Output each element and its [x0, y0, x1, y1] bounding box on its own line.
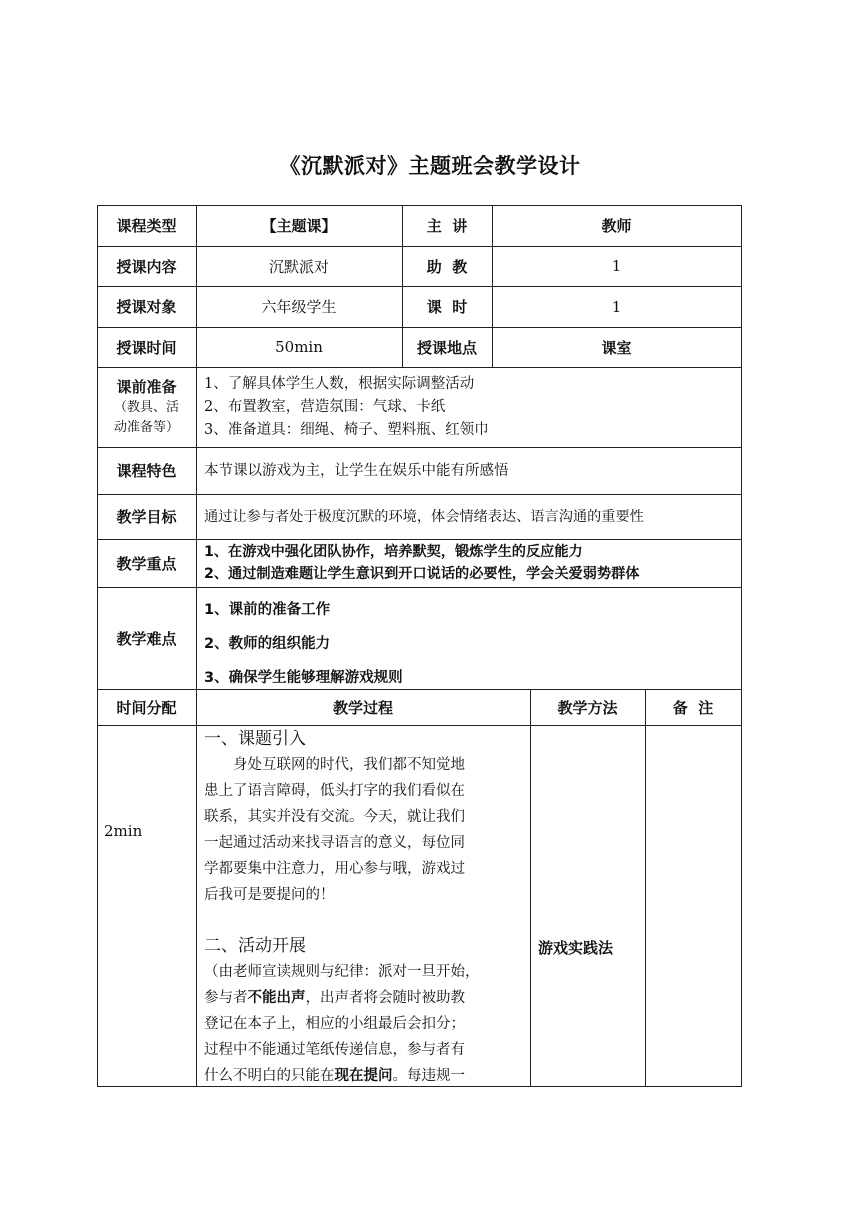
feature-value: 本节课以游戏为主，让学生在娱乐中能有所感悟	[204, 463, 509, 479]
hours-label: 课 时	[426, 298, 468, 316]
section1-title: 一、课题引入	[204, 729, 306, 749]
section2-line	[204, 985, 524, 1011]
hours-value: 1	[611, 297, 622, 316]
difficulty-item: 1、课前的准备工作	[204, 602, 331, 618]
time-label: 授课时间	[116, 338, 177, 357]
section1-line: 身处互联网的时代，我们都不知觉地	[233, 757, 465, 773]
section2-line	[204, 1063, 524, 1089]
emphasis-text: 现在提问	[334, 1068, 393, 1084]
section1-line: 联系，其实并没有交流。今天，就让我们	[204, 809, 465, 825]
difficulty-item: 3、确保学生能够理解游戏规则	[204, 670, 403, 686]
lecturer-label: 主 讲	[426, 217, 468, 235]
text-span: ，出声者将会随时被助教	[305, 990, 465, 1006]
section2-line: （由老师宣读规则与纪律：派对一旦开始，	[204, 964, 480, 980]
lesson-plan-table	[97, 205, 742, 1087]
key-label: 教学重点	[116, 554, 177, 573]
course-type-value: 【主题课】	[261, 217, 337, 235]
time-value: 50min	[275, 338, 323, 356]
prep-sublabel-2: 动准备等）	[113, 420, 179, 435]
section1-line: 后我可是要提问的！	[204, 887, 335, 903]
audience-value: 六年级学生	[261, 298, 337, 316]
prep-item: 1、了解具体学生人数，根据实际调整活动	[204, 376, 475, 392]
difficulty-item: 2、教师的组织能力	[204, 636, 331, 652]
key-items	[204, 541, 640, 585]
header-process: 教学过程	[332, 698, 393, 717]
process-method: 游戏实践法	[538, 938, 614, 957]
course-type-label: 课程类型	[116, 217, 177, 235]
difficulty-items	[204, 593, 403, 695]
assistant-label: 助 教	[426, 257, 468, 276]
header-note: 备 注	[672, 698, 714, 717]
audience-label: 授课对象	[116, 298, 177, 316]
prep-items	[204, 373, 489, 442]
page-title: 《沉默派对》主题班会教学设计	[279, 154, 581, 178]
goal-value: 通过让参与者处于极度沉默的环境，体会情绪表达、语言沟通的重要性	[204, 509, 644, 525]
section1-line: 患上了语言障碍，低头打字的我们看似在	[204, 783, 465, 799]
content-label: 授课内容	[116, 257, 177, 276]
location-label: 授课地点	[416, 338, 477, 357]
section2-line: 过程中不能通过笔纸传递信息，参与者有	[204, 1042, 465, 1058]
text-span: 。每违规一	[392, 1068, 465, 1084]
process-content	[204, 725, 524, 1089]
prep-label-cell	[97, 367, 196, 447]
prep-label: 课前准备	[116, 378, 177, 396]
difficulty-label: 教学难点	[116, 629, 177, 648]
goal-label: 教学目标	[116, 508, 177, 526]
key-item: 1、在游戏中强化团队协作，培养默契，锻炼学生的反应能力	[204, 544, 583, 560]
section2-title: 二、活动开展	[204, 936, 306, 956]
text-span: 参与者	[204, 990, 248, 1006]
process-time: 2min	[104, 822, 143, 840]
content-value: 沉默派对	[268, 257, 329, 276]
lecturer-value: 教师	[601, 217, 632, 235]
location-value: 课室	[601, 338, 632, 357]
emphasis-text: 不能出声	[247, 990, 306, 1006]
header-time: 时间分配	[116, 698, 177, 717]
text-span: 什么不明白的只能在	[204, 1068, 335, 1084]
prep-item: 2、布置教室，营造氛围：气球、卡纸	[204, 399, 446, 415]
prep-sublabel-1: （教具、活	[113, 400, 179, 415]
assistant-value: 1	[611, 257, 622, 275]
feature-label: 课程特色	[116, 462, 177, 480]
section1-line: 学都要集中注意力，用心参与哦，游戏过	[204, 861, 465, 877]
section2-line: 登记在本子上，相应的小组最后会扣分；	[204, 1016, 465, 1032]
prep-item: 3、准备道具：细绳、椅子、塑料瓶、红领巾	[204, 422, 489, 438]
section1-line: 一起通过活动来找寻语言的意义，每位同	[204, 835, 465, 851]
header-method: 教学方法	[557, 698, 618, 717]
key-item: 2、通过制造难题让学生意识到开口说话的必要性，学会关爱弱势群体	[204, 566, 640, 582]
